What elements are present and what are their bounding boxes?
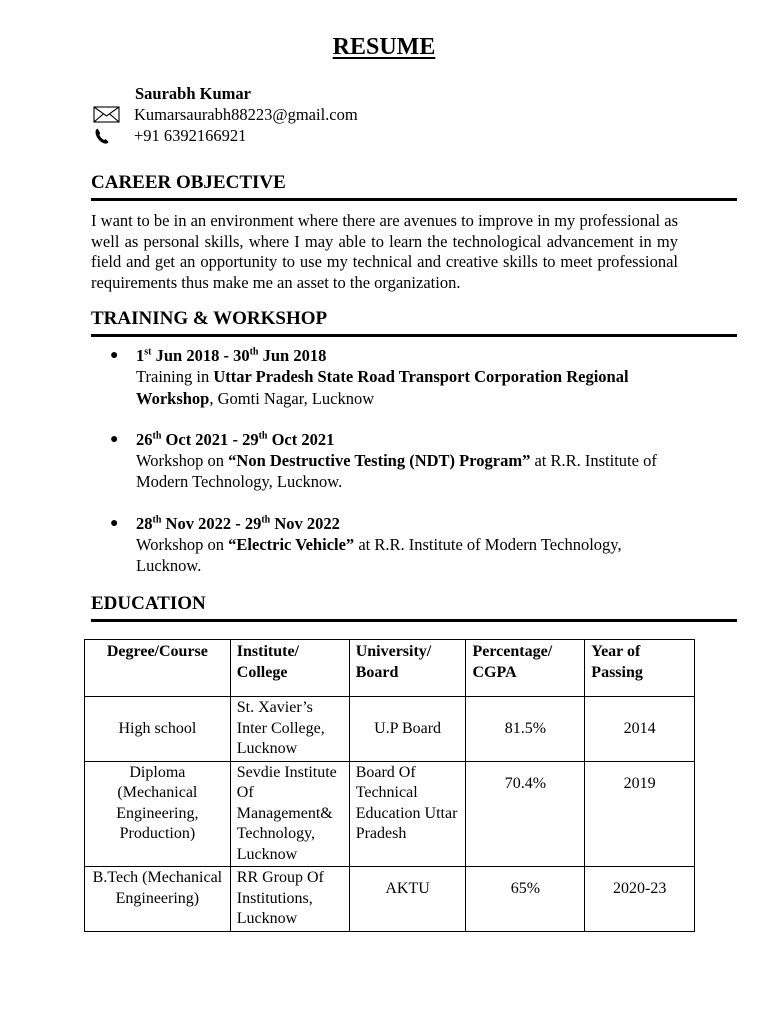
training-description: Workshop on “Electric Vehicle” at R.R. Institute of Modern Technology, Lucknow. (136, 535, 622, 576)
training-item (110, 345, 690, 409)
training-list (110, 345, 690, 577)
cell-institute: RR Group Of Institutions, Lucknow (230, 867, 349, 932)
envelope-icon (93, 106, 125, 124)
contact-phone: +91 6392166921 (134, 126, 247, 145)
bullet-icon: ● (110, 515, 119, 531)
cell-degree: High school (85, 697, 231, 762)
career-objective-text: I want to be in an environment where there are avenues to improve in my professional as well as personal skills, where I may able to learn the technological advancement in my field and get an opportunity to use my technical and creative skills to meet professional requirements thus make me an asset to the organization. (91, 211, 678, 293)
column-header-year: Year of Passing (585, 640, 695, 697)
cell-university: U.P Board (349, 697, 466, 762)
cell-degree: B.Tech (Mechanical Engineering) (85, 867, 231, 932)
cell-year: 2019 (585, 761, 695, 867)
education-table (84, 639, 695, 932)
cell-percentage: 70.4% (466, 761, 585, 867)
column-header-percentage: Percentage/ CGPA (466, 640, 585, 697)
contact-email: Kumarsaurabh88223@gmail.com (134, 105, 358, 124)
training-description: Workshop on “Non Destructive Testing (NDT) Program” at R.R. Institute of Modern Technology, Lucknow. (136, 451, 657, 492)
table-row (85, 867, 695, 932)
cell-degree: Diploma (Mechanical Engineering, Production) (85, 761, 231, 867)
training-item (110, 513, 690, 577)
cell-university: Board Of Technical Education Uttar Pradesh (349, 761, 466, 867)
contact-email-row (93, 104, 358, 125)
training-description: Training in Uttar Pradesh State Road Transport Corporation Regional Workshop, Gomti Nagar, Lucknow (136, 367, 629, 408)
contact-name: Saurabh Kumar (135, 84, 251, 103)
contact-phone-row (93, 125, 358, 146)
bullet-icon: ● (110, 431, 119, 447)
training-dates: 26th Oct 2021 - 29th Oct 2021 (136, 429, 335, 449)
table-row (85, 761, 695, 867)
column-header-institute: Institute/ College (230, 640, 349, 697)
phone-icon (93, 127, 125, 145)
contact-block (93, 83, 358, 146)
bullet-icon: ● (110, 348, 119, 363)
column-header-university: University/ Board (349, 640, 466, 697)
cell-year: 2014 (585, 697, 695, 762)
column-header-degree: Degree/Course (85, 640, 231, 697)
page-title: RESUME (332, 34, 436, 60)
section-heading-career-objective: CAREER OBJECTIVE (91, 172, 737, 201)
contact-name-row (93, 83, 358, 104)
cell-year: 2020-23 (585, 867, 695, 932)
cell-institute: St. Xavier’s Inter College, Lucknow (230, 697, 349, 762)
cell-percentage: 65% (466, 867, 585, 932)
cell-percentage: 81.5% (466, 697, 585, 762)
cell-institute: Sevdie Institute Of Management& Technology, Lucknow (230, 761, 349, 867)
section-heading-education: EDUCATION (91, 593, 737, 622)
section-heading-training: TRAINING & WORKSHOP (91, 308, 737, 337)
training-dates: 28th Nov 2022 - 29th Nov 2022 (136, 513, 340, 533)
training-dates: 1st Jun 2018 - 30th Jun 2018 (136, 346, 327, 365)
table-row (85, 697, 695, 762)
training-item (110, 429, 690, 493)
cell-university: AKTU (349, 867, 466, 932)
table-header-row (85, 640, 695, 697)
